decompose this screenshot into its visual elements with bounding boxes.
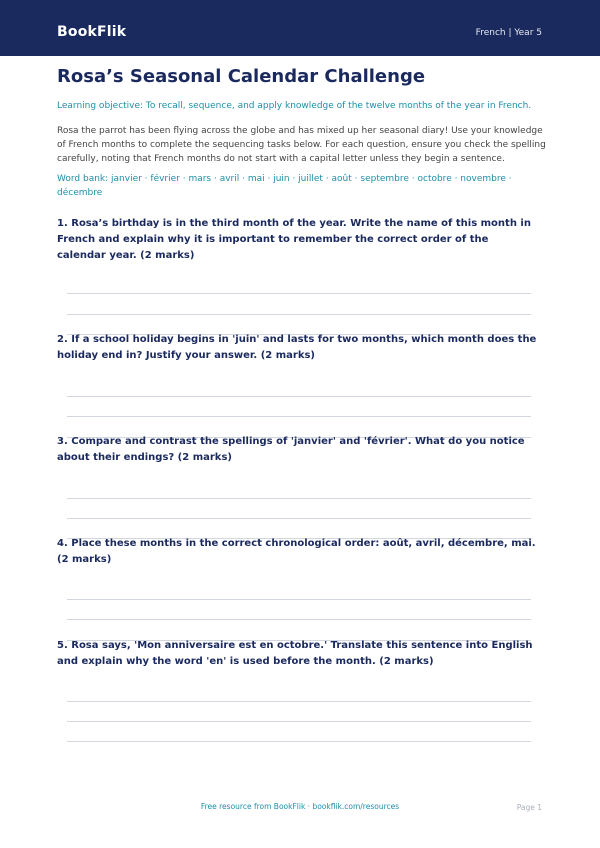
answer-line[interactable] bbox=[67, 396, 531, 397]
question-4: 4. Place these months in the correct chronological order: août, avril, décembre, mai. (2 marks) bbox=[57, 538, 536, 565]
page-header bbox=[0, 0, 600, 56]
answer-line[interactable] bbox=[67, 741, 531, 742]
answer-line[interactable] bbox=[67, 314, 531, 315]
answer-line[interactable] bbox=[67, 498, 531, 499]
answer-line[interactable] bbox=[67, 599, 531, 600]
intro-paragraph: Rosa the parrot has been flying across the globe and has mixed up her seasonal diary! Use your knowledge of French months to complete the sequencing tasks below. For each question, ensure you check the spelling carefully, noting that French months do not start with a capital letter unless they begin a sentence. bbox=[57, 126, 546, 164]
answer-line[interactable] bbox=[67, 416, 531, 417]
question-5: 5. Rosa says, 'Mon anniversaire est en octobre.' Translate this sentence into English and explain why the word 'en' is used before the month. (2 marks) bbox=[57, 640, 533, 667]
answer-line[interactable] bbox=[67, 721, 531, 722]
answer-line[interactable] bbox=[67, 518, 531, 519]
question-1: 1. Rosa’s birthday is in the third month of the year. Write the name of this month in French and explain why it is important to remember the correct order of the calendar year. (2 marks) bbox=[57, 218, 531, 261]
brand-logo-text: BookFlik bbox=[57, 24, 127, 40]
question-3: 3. Compare and contrast the spellings of 'janvier' and 'février'. What do you notice about their endings? (2 marks) bbox=[57, 436, 525, 463]
footer-link[interactable]: Free resource from BookFlik · bookflik.com/resources bbox=[200, 802, 400, 811]
learning-objective: Learning objective: To recall, sequence, and apply knowledge of the twelve months of the year in French. bbox=[57, 101, 532, 111]
answer-line[interactable] bbox=[67, 701, 531, 702]
answer-line[interactable] bbox=[67, 619, 531, 620]
page-number: Page 1 bbox=[516, 803, 542, 812]
answer-line[interactable] bbox=[67, 293, 531, 294]
worksheet-title: Rosa’s Seasonal Calendar Challenge bbox=[57, 66, 426, 87]
subject-year-label: French | Year 5 bbox=[475, 28, 542, 38]
word-bank: Word bank: janvier · février · mars · avril · mai · juin · juillet · août · septembre · octobre · novembre · décembre bbox=[57, 174, 512, 198]
question-2: 2. If a school holiday begins in 'juin' and lasts for two months, which month does the holiday end in? Justify your answer. (2 marks) bbox=[57, 334, 537, 361]
